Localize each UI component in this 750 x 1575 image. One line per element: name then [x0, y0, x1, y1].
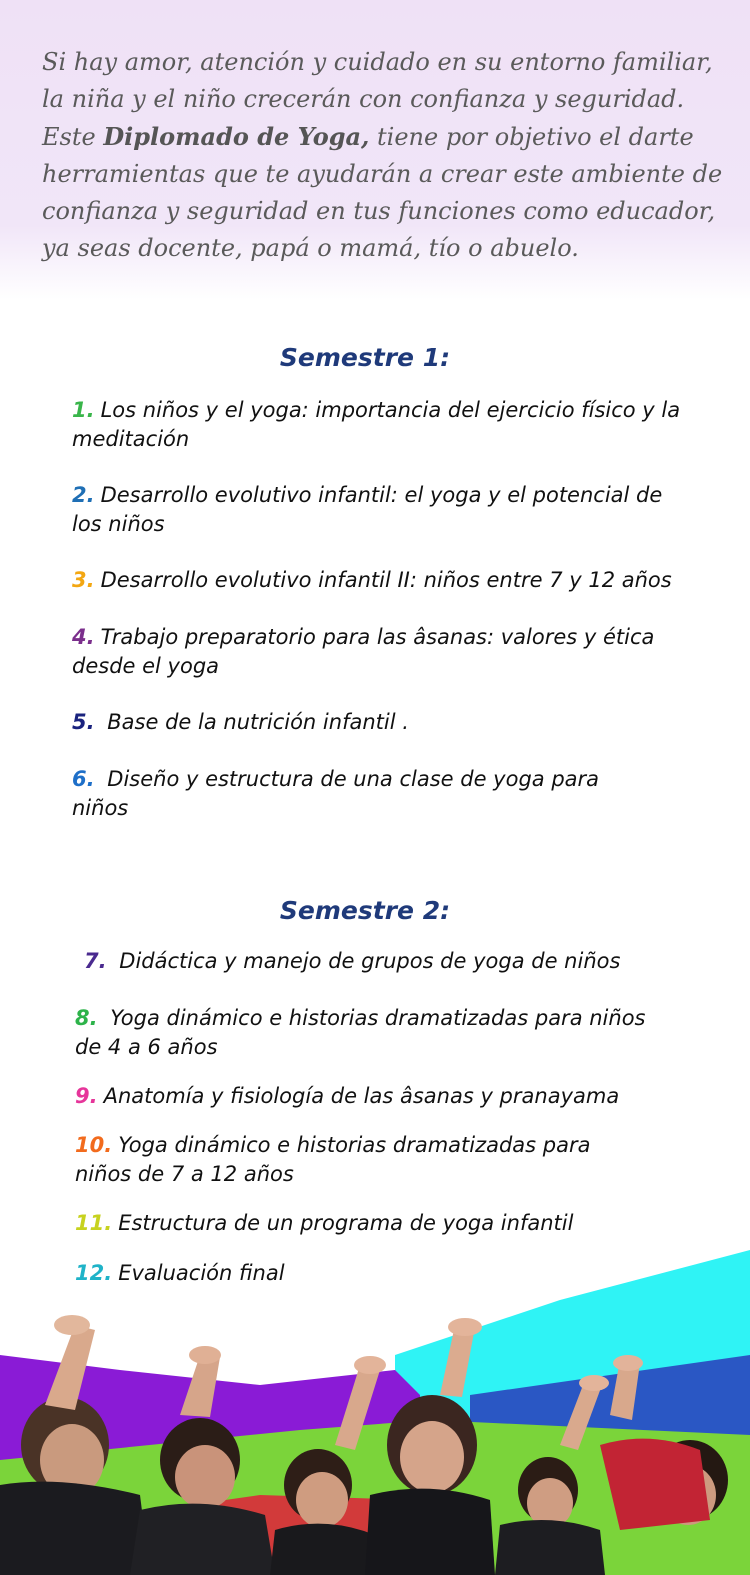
item-number: 8.	[75, 1006, 98, 1030]
item-text: Diseño y estructura de una clase de yoga para niños	[72, 767, 600, 820]
item-text: Los niños y el yoga: importancia del ejercicio físico y la meditación	[72, 398, 681, 451]
list-item	[72, 708, 672, 737]
item-number: 4.	[72, 625, 95, 649]
item-number: 5.	[72, 710, 95, 734]
kids-yoga-photo	[0, 1245, 750, 1575]
item-number: 3.	[72, 568, 95, 592]
item-number: 9.	[75, 1084, 98, 1108]
list-item	[72, 566, 712, 595]
list-item	[72, 481, 682, 539]
item-text: Base de la nutrición infantil .	[100, 710, 409, 734]
list-item	[75, 1209, 695, 1238]
list-item	[72, 765, 632, 823]
item-text: Didáctica y manejo de grupos de yoga de niños	[112, 949, 621, 973]
item-text: Desarrollo evolutivo infantil II: niños entre 7 y 12 años	[100, 568, 672, 592]
list-item	[75, 1131, 635, 1189]
intro-text-start: Si hay amor, atención y cuidado en su entorno familiar, la niña y el niño crecerán con confianza y seguridad. Este	[42, 48, 713, 151]
item-number: 11.	[75, 1211, 113, 1235]
item-text: Yoga dinámico e historias dramatizadas para niños de 4 a 6 años	[75, 1006, 646, 1059]
item-text: Anatomía y fisiología de las âsanas y pranayama	[103, 1084, 620, 1108]
list-item	[75, 1082, 695, 1111]
item-text: Trabajo preparatorio para las âsanas: valores y ética desde el yoga	[72, 625, 655, 678]
item-number: 6.	[72, 767, 95, 791]
semester-1-heading: Semestre 1:	[279, 343, 451, 372]
item-text: Estructura de un programa de yoga infantil	[118, 1211, 574, 1235]
item-text: Evaluación final	[118, 1261, 285, 1285]
list-item	[75, 1004, 675, 1062]
semester-2-heading: Semestre 2:	[279, 896, 451, 925]
list-item	[72, 623, 672, 681]
list-item	[72, 396, 692, 454]
item-number: 7.	[84, 949, 107, 973]
intro-text-end: tiene por objetivo el darte herramientas que te ayudarán a crear este ambiente de confianza y seguridad en tus funciones como educador, ya seas docente, papá o mamá, tío o abuelo.	[42, 123, 723, 262]
item-number: 12.	[75, 1261, 113, 1285]
item-number: 1.	[72, 398, 95, 422]
intro-paragraph	[42, 44, 732, 267]
item-text: Yoga dinámico e historias dramatizadas para niños de 7 a 12 años	[75, 1133, 591, 1186]
item-text: Desarrollo evolutivo infantil: el yoga y el potencial de los niños	[72, 483, 663, 536]
item-number: 2.	[72, 483, 95, 507]
list-item	[84, 947, 684, 976]
intro-program-name: Diplomado de Yoga,	[103, 122, 370, 151]
item-number: 10.	[75, 1133, 113, 1157]
